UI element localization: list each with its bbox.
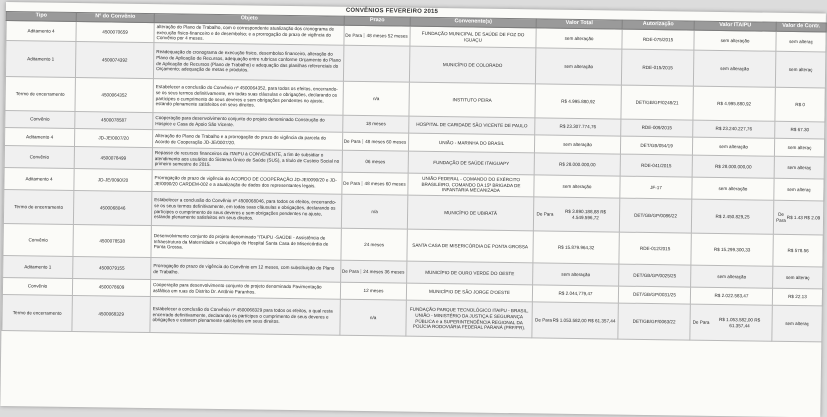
cell-convenente: FUNDAÇÃO PARQUE TECNOLÓGICO ITAIPU - BRASIL, UNIÃO - MINISTÉRIO DA JUSTIÇA E SEGURANÇA PÚBLICA e a SUPERINTENDÊNCIA REGIONAL DA POLÍCIA RODOVIÁRIA FEDERAL PARANÁ (PRF/PR).: [406, 300, 532, 338]
cell-numero: JD-JE/0007/20: [74, 128, 152, 147]
cell-tipo: Aditamento 4: [4, 167, 74, 190]
cell-objeto: Repasse de recursos financeiros da ITAIPU à CONVENENTE, a fim de subsidiar o atendimento aos usuários do Sistema Único de Saúde (SUS), a título de Custeio Social no primeiro semestre de 2015.: [152, 148, 342, 173]
cell-valor-contrapartida: R$ 578.56: [773, 234, 823, 267]
cell-numero: 4500078499: [74, 146, 152, 169]
cell-valor-contrapartida: sem alteraç: [776, 31, 826, 52]
cell-numero: 4500078609: [72, 278, 150, 296]
cell-convenente: FUNDAÇÃO DE SAÚDE ITAIGUAPY: [408, 151, 534, 175]
cell-objeto: Estabelecer a conclusão do Convênio nº 4500068329 para todos os efeitos, o qual resta encerrado definitivamente, declarando os partícipes o cumprimento de seus deveres e obrigações e estarem plenamente satisfeitos em seus direitos.: [150, 297, 340, 336]
cell-valor-itaipu: R$ 28.000.000,00: [692, 155, 774, 178]
prazo-values: 48 meses 60 meses: [365, 138, 407, 145]
cell-tipo: Termo de encerramento: [5, 76, 75, 111]
cell-valor-contrapartida: sem alteraç: [774, 156, 824, 179]
cell-objeto: Readequação do cronograma de execução físico, desembolso financeiro, alteração do Plano de Aplicação de Recursos, adequação entre rubricas conforme Orçamento do Plano de Aplicação de Recursos (Plano de Trabalho) e adequação das planilhas referenciais do Orçamento; adequação de metas e produtos.: [153, 43, 343, 82]
cell-valor-total: R$ 15.879.964,32: [533, 231, 619, 264]
cell-valor-total: sem alteração: [534, 135, 620, 154]
cell-convenente: SANTA CASA DE MISERICÓRDIA DE PONTA GROSSA: [407, 229, 533, 263]
col-header-numero: Nº do Convênio: [76, 12, 154, 22]
cell-autorizacao: RDE-075/2015: [622, 29, 694, 50]
cell-valor-total: R$ 2.044,779,47: [532, 285, 618, 303]
cell-tipo: Convênio: [5, 110, 75, 128]
cell-prazo: [341, 260, 407, 283]
cell-autorizacao: DET/GB/GP/0031/25: [618, 286, 690, 304]
cell-prazo: n/a: [340, 299, 406, 336]
cell-valor-contrapartida-tag: De Para: [776, 211, 786, 223]
prazo-de-para-label: De Para: [343, 138, 363, 144]
cell-valor-itaipu-values: R$ 1.053.582,00 R$ 61.357,44: [719, 316, 761, 328]
cell-valor-itaipu: R$ 15.299.300,33: [691, 233, 773, 266]
cell-convenente: MUNICÍPIO DE UBIRATÃ: [407, 195, 533, 231]
cell-prazo: n/a: [341, 194, 407, 229]
prazo-values: 24 meses 36 meses: [363, 268, 405, 275]
cell-autorizacao: RDE-009/2015: [621, 119, 693, 137]
cell-convenente: MUNICÍPIO DE OURO VERDE DO OESTE: [407, 261, 533, 285]
cell-numero: 4500078538: [73, 224, 151, 257]
cell-valor-contrapartida: sem alteraç: [775, 51, 825, 88]
cell-valor-total: sem alteração: [536, 28, 622, 49]
cell-valor-contrapartida-values: R$ 1.43 R$ 2.09: [786, 214, 821, 221]
cell-convenente: MUNICÍPIO DE SÃO JORGE D'OESTE: [406, 283, 532, 302]
cell-valor-itaipu: sem alteração: [694, 30, 776, 51]
cell-objeto: Prorrogação do prazo de vigência do Convênio em 12 meses, com substituição do Plano de Trabalho.: [151, 258, 341, 283]
cell-autorizacao: DET/GB/GP/0248/21: [621, 85, 693, 120]
convenios-table: [1, 11, 826, 342]
cell-objeto: Estabelecer a conclusão do Convênio nº 4500064352, para todos os efeitos, encerrando-se os seus termos definitivamente, em todas suas cláusulas e obrigações, declarando os partícipes o cumprimento de seus deveres e sem obrigações pendentes no ajuste, estando plenamente satisfeitos em seus direitos.: [153, 79, 343, 116]
cell-valor-itaipu-tag: De Para: [692, 319, 710, 325]
cell-valor-itaipu: R$ 23.240.227,76: [693, 120, 775, 138]
prazo-de-para-label: De Para: [342, 180, 362, 186]
cell-valor-total: sem alteração: [534, 175, 620, 198]
cell-tipo: Aditamento 1: [3, 255, 73, 278]
cell-tipo: Aditamento 4: [4, 127, 74, 146]
cell-objeto: Cooperação para desenvolvimento conjunto do projeto denominado Pavimentação asfáltica em ruas do Distrito Dr. Antônio Paranhos.: [150, 280, 340, 300]
cell-tipo: Convênio: [4, 145, 74, 168]
cell-tipo: Termo de encerramento: [2, 294, 72, 331]
cell-valor-itaipu: R$ 4.995.880,92: [693, 86, 775, 121]
col-header-autorizacao: Autorização: [622, 20, 694, 30]
cell-valor-total: sem alteração: [535, 48, 621, 85]
cell-convenente: HOSPITAL DE CARIDADE SÃO VICENTE DE PAULO: [409, 116, 535, 135]
cell-prazo: [344, 25, 410, 46]
col-header-valor-total: Valor Total: [536, 19, 622, 29]
cell-objeto: Cooperação para desenvolvimento conjunto do projeto denominado Construção do Hospice e Casa de Apoio São Vicente.: [153, 113, 343, 133]
cell-objeto: Estabelecer a conclusão do Convênio nº 4500068046, para todos os efeitos, encerrando-se os seus termos definitivamente, em todas suas cláusulas e obrigações, declarando os partícipes o cumprimento de seus deveres e sem obrigações pendentes no ajuste, estando plenamente satisfeitos em seus direitos.: [151, 192, 341, 229]
cell-prazo: 06 meses: [342, 150, 408, 173]
cell-valor-total-tag: De Para: [535, 317, 552, 323]
cell-tipo: Termo de encerramento: [3, 189, 73, 224]
cell-prazo: 24 meses: [341, 228, 407, 261]
cell-numero: 4500064352: [75, 77, 153, 112]
cell-autorizacao: JF-17: [620, 176, 692, 199]
cell-prazo: [342, 172, 408, 195]
cell-objeto: Alteração do Plano de Trabalho e a prorrogação do prazo de vigência da parcela do Acordo de Cooperação JD-JE/0007/20.: [152, 130, 342, 151]
cell-valor-itaipu: sem alteração: [693, 50, 775, 87]
cell-convenente: INSTITUTO PEIRA: [409, 82, 535, 118]
cell-tipo: Aditamento 4: [6, 21, 76, 42]
col-header-convenente: Convenente(s): [410, 17, 536, 28]
cell-valor-contrapartida: [773, 200, 823, 235]
cell-valor-total-tag: De Para: [536, 211, 554, 217]
cell-valor-total: R$ 28.000.000,00: [534, 153, 620, 176]
cell-valor-itaipu: sem alteração: [692, 177, 774, 200]
cell-valor-contrapartida: sem alteraç: [773, 266, 823, 289]
prazo-values: 48 meses 60 meses: [364, 180, 406, 187]
cell-valor-itaipu: R$ 2.022.583,47: [690, 287, 772, 305]
cell-tipo: Convênio: [3, 223, 73, 256]
prazo-values: 48 meses 52 meses: [366, 32, 408, 39]
cell-prazo: [342, 132, 408, 151]
cell-convenente: FUNDAÇÃO MUNICIPAL DE SAÚDE DE FOZ DO IGUAÇU: [410, 26, 536, 48]
col-header-prazo: Prazo: [344, 16, 410, 26]
cell-valor-total: R$ 4.995.880,92: [535, 84, 621, 119]
cell-autorizacao: RDE-015/2015: [621, 49, 693, 86]
cell-prazo: [343, 45, 409, 82]
cell-autorizacao: DET/GB/GP/0086/22: [619, 198, 691, 233]
col-header-valor-itaipu: Valor ITAIPU: [694, 21, 776, 31]
cell-autorizacao: DET/GB/GP/0025/25: [619, 264, 691, 287]
cell-numero: 4500068329: [72, 295, 150, 332]
cell-numero: 4500068046: [73, 190, 151, 225]
cell-objeto: Prorrogação do prazo de vigência do ACORDO DE COOPERAÇÃO JD-JE/0090/20 e JD-JE/0090/20 CARDEM-002 e a atualização de dados dos representantes legais.: [152, 170, 342, 195]
cell-tipo: Aditamento 1: [5, 41, 75, 78]
col-header-valor-contrapartida: Valor de Contr.: [776, 22, 826, 32]
cell-numero: 4500079155: [73, 256, 151, 279]
cell-valor-contrapartida: sem alteraç: [772, 305, 822, 342]
cell-prazo: n/a: [343, 81, 409, 116]
cell-autorizacao: RDE-012/2015: [619, 232, 691, 265]
cell-valor-contrapartida: R$ 0: [775, 87, 825, 122]
cell-valor-contrapartida: sem alteraç: [774, 178, 824, 201]
cell-convenente: UNIÃO FEDERAL - COMANDO DO EXÉRCITO BRASILEIRO, COMANDO DA 15ª BRIGADA DE INFANTARIA MECANIZADA: [408, 173, 534, 197]
cell-valor-itaipu: sem alteração: [692, 137, 774, 156]
document-page: [0, 2, 826, 417]
cell-valor-total: [533, 197, 619, 232]
cell-valor-total: R$ 23.307.774,76: [535, 118, 621, 136]
cell-autorizacao: DET/GB/054/19: [620, 136, 692, 155]
cell-valor-itaipu: sem alteração: [691, 265, 773, 288]
cell-valor-contrapartida: sem alteraç: [774, 138, 824, 157]
cell-valor-contrapartida: R$ 67.30: [775, 121, 825, 139]
cell-valor-itaipu: R$ 2.450.829,25: [691, 199, 773, 234]
cell-numero: 4500074392: [75, 41, 153, 78]
prazo-de-para-label: De Para: [345, 32, 365, 38]
cell-valor-total-values: R$ 3.890.188,88 R$ 4.549.596,72: [564, 208, 607, 220]
cell-convenente: UNIÃO - MARINHA DO BRASIL: [408, 133, 534, 153]
cell-valor-total: [532, 302, 618, 339]
cell-valor-itaipu: [690, 304, 772, 341]
cell-numero: 4500078587: [75, 111, 153, 129]
cell-convenente: MUNICÍPIO DE COLORADO: [409, 46, 535, 84]
cell-autorizacao: RDE-041/2015: [620, 154, 692, 177]
col-header-tipo: Tipo: [6, 12, 76, 22]
cell-valor-total: sem alteração: [533, 263, 619, 286]
prazo-de-para-label: De Para: [341, 268, 361, 274]
cell-prazo: 18 meses: [343, 115, 409, 133]
cell-autorizacao: DET/GB/GP/0063/22: [618, 303, 690, 340]
cell-numero: JD-JE/0090/20: [74, 168, 152, 191]
cell-valor-total-values: R$ 1.053.582,00 R$ 61.357,44: [552, 317, 616, 324]
cell-objeto: Desenvolvimento conjunto do projeto denominado "ITAIPU -SAÚDE - Assistência de Infraestrutura da Maternidade e Oncologia do Hospital Santa Casa de Misericórdia de Ponta Grossa.: [151, 226, 341, 261]
cell-valor-contrapartida: R$ 22.13: [772, 288, 822, 306]
col-header-objeto: Objeto: [154, 14, 344, 26]
sheet-title: CONVÊNIOS FEVEREIRO 2015: [345, 7, 439, 16]
cell-tipo: Convênio: [2, 277, 72, 295]
cell-objeto: alteração do Plano de Trabalho, com o correspondente atualização dos cronograma de execução físico-financeiro e de desembolso; e a prorrogação do prazo de vigência do Convênio por 4 meses.: [154, 23, 344, 46]
cell-numero: 4500070659: [76, 21, 154, 42]
cell-prazo: 12 meses: [340, 282, 406, 300]
